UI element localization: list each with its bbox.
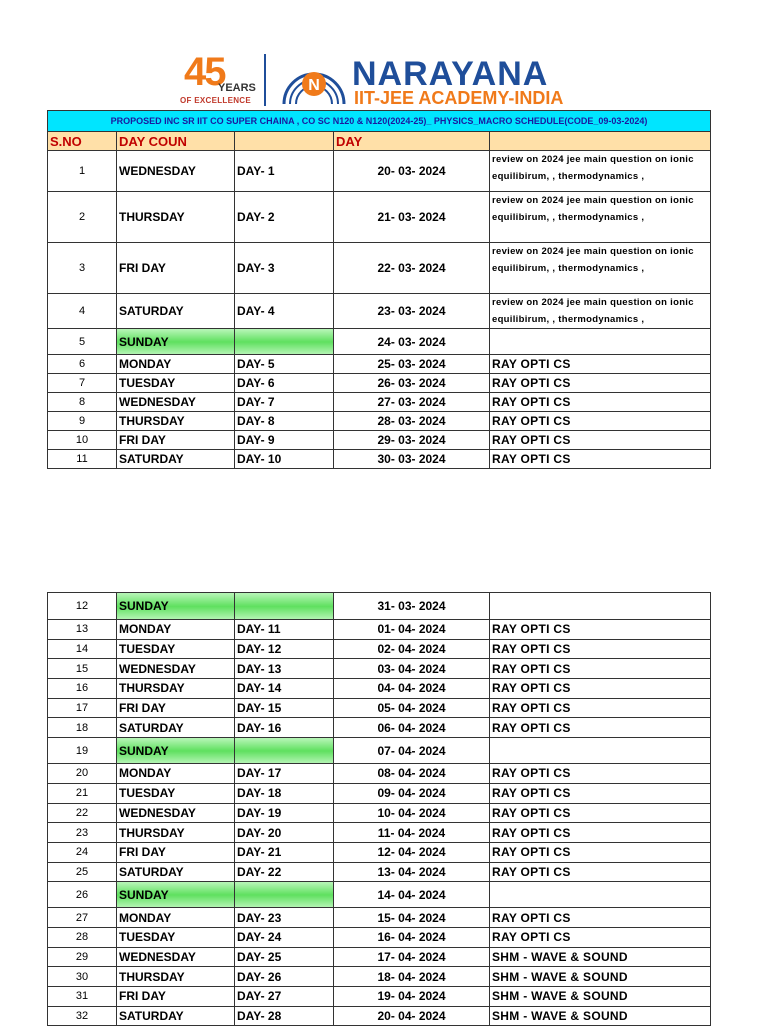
row-date: 16- 04- 2024: [334, 927, 490, 947]
row-weekday: WEDNESDAY: [117, 803, 235, 823]
row-weekday: MONDAY: [117, 908, 235, 928]
row-day-number: DAY- 2: [235, 192, 334, 243]
row-day-number: DAY- 25: [235, 947, 334, 967]
row-topic: RAY OPTI CS: [490, 823, 711, 843]
row-topic: RAY OPTI CS: [490, 412, 711, 431]
row-date: 01- 04- 2024: [334, 620, 490, 640]
row-topic: review on 2024 jee main question on ionic equilibirum, , thermodynamics ,: [490, 151, 711, 192]
row-sno: 30: [48, 967, 117, 987]
row-sno: 31: [48, 987, 117, 1007]
row-day-number: DAY- 20: [235, 823, 334, 843]
row-weekday: THURSDAY: [117, 412, 235, 431]
row-day-number: DAY- 5: [235, 355, 334, 374]
row-day-number: [235, 593, 334, 620]
row-date: 21- 03- 2024: [334, 192, 490, 243]
row-sno: 14: [48, 639, 117, 659]
row-date: 08- 04- 2024: [334, 764, 490, 784]
row-topic: RAY OPTI CS: [490, 620, 711, 640]
row-sno: 24: [48, 842, 117, 862]
row-topic: RAY OPTI CS: [490, 718, 711, 738]
row-date: 07- 04- 2024: [334, 738, 490, 764]
table-row: [48, 593, 711, 620]
row-day-number: DAY- 24: [235, 927, 334, 947]
row-date: 29- 03- 2024: [334, 431, 490, 450]
table-row: [48, 764, 711, 784]
row-date: 06- 04- 2024: [334, 718, 490, 738]
brand-subtitle: IIT-JEE ACADEMY-INDIA: [354, 88, 564, 108]
row-sno: 12: [48, 593, 117, 620]
row-sno: 15: [48, 659, 117, 679]
narayana-emblem-icon: [280, 54, 348, 106]
table-row: [48, 294, 711, 329]
row-sno: 22: [48, 803, 117, 823]
row-topic: RAY OPTI CS: [490, 431, 711, 450]
row-weekday: SATURDAY: [117, 718, 235, 738]
table-row: [48, 355, 711, 374]
row-sno: 5: [48, 329, 117, 355]
row-sno: 23: [48, 823, 117, 843]
row-topic: SHM - WAVE & SOUND: [490, 967, 711, 987]
row-day-number: DAY- 9: [235, 431, 334, 450]
row-sno: 19: [48, 738, 117, 764]
row-sno: 10: [48, 431, 117, 450]
table-row: [48, 412, 711, 431]
row-sno: 21: [48, 783, 117, 803]
row-sno: 9: [48, 412, 117, 431]
schedule-title: PROPOSED INC SR IIT CO SUPER CHAINA , CO SC N120 & N120(2024-25)_ PHYSICS_MACRO SCHEDULE(CODE_09-03-2024): [48, 111, 711, 132]
table-row: [48, 783, 711, 803]
row-weekday: FRI DAY: [117, 431, 235, 450]
row-topic: RAY OPTI CS: [490, 783, 711, 803]
row-sno: 17: [48, 698, 117, 718]
row-day-number: DAY- 1: [235, 151, 334, 192]
row-topic: RAY OPTI CS: [490, 862, 711, 882]
row-weekday: TUESDAY: [117, 639, 235, 659]
row-sno: 25: [48, 862, 117, 882]
table-row: [48, 243, 711, 294]
table-header-row: [48, 132, 711, 151]
row-sno: 26: [48, 882, 117, 908]
row-sno: 8: [48, 393, 117, 412]
row-date: 20- 04- 2024: [334, 1006, 490, 1026]
table-row: [48, 698, 711, 718]
row-weekday: TUESDAY: [117, 927, 235, 947]
row-day-number: DAY- 16: [235, 718, 334, 738]
table-row: [48, 679, 711, 699]
row-date: 09- 04- 2024: [334, 783, 490, 803]
schedule-table-1: [47, 110, 711, 469]
row-sno: 29: [48, 947, 117, 967]
table-row: [48, 450, 711, 469]
row-weekday: TUESDAY: [117, 374, 235, 393]
row-sno: 2: [48, 192, 117, 243]
row-day-number: DAY- 17: [235, 764, 334, 784]
row-date: 30- 03- 2024: [334, 450, 490, 469]
row-day-number: DAY- 27: [235, 987, 334, 1007]
row-topic: review on 2024 jee main question on ionic equilibirum, , thermodynamics ,: [490, 192, 711, 243]
table-row: [48, 192, 711, 243]
row-date: 19- 04- 2024: [334, 987, 490, 1007]
row-date: 13- 04- 2024: [334, 862, 490, 882]
row-date: 31- 03- 2024: [334, 593, 490, 620]
row-date: 05- 04- 2024: [334, 698, 490, 718]
header-topic: [490, 132, 711, 151]
row-date: 14- 04- 2024: [334, 882, 490, 908]
table-row: [48, 862, 711, 882]
row-weekday: MONDAY: [117, 620, 235, 640]
row-topic: RAY OPTI CS: [490, 393, 711, 412]
row-topic: [490, 593, 711, 620]
row-day-number: DAY- 10: [235, 450, 334, 469]
row-weekday: MONDAY: [117, 764, 235, 784]
schedule-table-2: [47, 592, 711, 1026]
row-day-number: DAY- 26: [235, 967, 334, 987]
table-row: [48, 947, 711, 967]
row-sno: 16: [48, 679, 117, 699]
table-row: [48, 151, 711, 192]
row-day-number: [235, 738, 334, 764]
row-day-number: DAY- 18: [235, 783, 334, 803]
row-topic: RAY OPTI CS: [490, 450, 711, 469]
row-day-number: [235, 329, 334, 355]
row-day-number: DAY- 8: [235, 412, 334, 431]
table-row: [48, 823, 711, 843]
table-row: [48, 842, 711, 862]
row-day-number: DAY- 15: [235, 698, 334, 718]
row-date: 24- 03- 2024: [334, 329, 490, 355]
header-day: DAY: [334, 132, 490, 151]
table-body-2: [48, 593, 711, 1026]
table-row: [48, 803, 711, 823]
row-date: 20- 03- 2024: [334, 151, 490, 192]
row-weekday: MONDAY: [117, 355, 235, 374]
row-weekday: THURSDAY: [117, 967, 235, 987]
table-row: [48, 329, 711, 355]
row-day-number: DAY- 19: [235, 803, 334, 823]
row-weekday: WEDNESDAY: [117, 151, 235, 192]
row-sno: 32: [48, 1006, 117, 1026]
row-date: 12- 04- 2024: [334, 842, 490, 862]
table-row: [48, 620, 711, 640]
row-topic: SHM - WAVE & SOUND: [490, 1006, 711, 1026]
row-weekday: TUESDAY: [117, 783, 235, 803]
row-topic: RAY OPTI CS: [490, 659, 711, 679]
row-topic: [490, 329, 711, 355]
row-day-number: DAY- 6: [235, 374, 334, 393]
header-day-count: DAY COUN: [117, 132, 235, 151]
row-weekday: SUNDAY: [117, 882, 235, 908]
row-topic: RAY OPTI CS: [490, 803, 711, 823]
row-weekday: FRI DAY: [117, 842, 235, 862]
row-topic: [490, 738, 711, 764]
row-topic: SHM - WAVE & SOUND: [490, 947, 711, 967]
years-text: YEARS: [218, 82, 256, 94]
row-day-number: DAY- 28: [235, 1006, 334, 1026]
row-date: 23- 03- 2024: [334, 294, 490, 329]
table-row: [48, 718, 711, 738]
row-date: 26- 03- 2024: [334, 374, 490, 393]
row-date: 02- 04- 2024: [334, 639, 490, 659]
row-weekday: THURSDAY: [117, 823, 235, 843]
row-weekday: SATURDAY: [117, 1006, 235, 1026]
row-topic: review on 2024 jee main question on ionic equilibirum, , thermodynamics ,: [490, 243, 711, 294]
table-row: [48, 393, 711, 412]
row-date: 25- 03- 2024: [334, 355, 490, 374]
table-row: [48, 1006, 711, 1026]
table-row: [48, 882, 711, 908]
row-day-number: DAY- 3: [235, 243, 334, 294]
row-topic: RAY OPTI CS: [490, 355, 711, 374]
row-weekday: THURSDAY: [117, 192, 235, 243]
row-topic: RAY OPTI CS: [490, 908, 711, 928]
row-topic: RAY OPTI CS: [490, 764, 711, 784]
row-weekday: WEDNESDAY: [117, 393, 235, 412]
row-sno: 1: [48, 151, 117, 192]
row-date: 04- 04- 2024: [334, 679, 490, 699]
row-day-number: DAY- 22: [235, 862, 334, 882]
row-sno: 13: [48, 620, 117, 640]
row-topic: RAY OPTI CS: [490, 679, 711, 699]
row-weekday: SATURDAY: [117, 862, 235, 882]
table-row: [48, 927, 711, 947]
table-row: [48, 659, 711, 679]
row-day-number: DAY- 4: [235, 294, 334, 329]
row-sno: 11: [48, 450, 117, 469]
row-weekday: SUNDAY: [117, 329, 235, 355]
row-topic: RAY OPTI CS: [490, 698, 711, 718]
row-weekday: SATURDAY: [117, 450, 235, 469]
row-sno: 4: [48, 294, 117, 329]
row-sno: 20: [48, 764, 117, 784]
row-topic: RAY OPTI CS: [490, 927, 711, 947]
row-date: 10- 04- 2024: [334, 803, 490, 823]
row-sno: 27: [48, 908, 117, 928]
years-number: 45: [184, 50, 225, 94]
45-years-badge: [178, 52, 258, 108]
row-day-number: DAY- 14: [235, 679, 334, 699]
row-sno: 28: [48, 927, 117, 947]
row-weekday: FRI DAY: [117, 987, 235, 1007]
logo-divider: [264, 54, 266, 106]
row-topic: RAY OPTI CS: [490, 639, 711, 659]
row-date: 28- 03- 2024: [334, 412, 490, 431]
row-sno: 7: [48, 374, 117, 393]
row-topic: [490, 882, 711, 908]
row-date: 15- 04- 2024: [334, 908, 490, 928]
row-sno: 3: [48, 243, 117, 294]
row-day-number: DAY- 23: [235, 908, 334, 928]
table-row: [48, 374, 711, 393]
brand-name: NARAYANA: [352, 55, 549, 93]
row-weekday: WEDNESDAY: [117, 947, 235, 967]
table-row: [48, 431, 711, 450]
table-row: [48, 639, 711, 659]
svg-text:N: N: [308, 77, 320, 94]
narayana-logo: [178, 52, 618, 108]
row-day-number: DAY- 12: [235, 639, 334, 659]
row-topic: SHM - WAVE & SOUND: [490, 987, 711, 1007]
header-sno: S.NO: [48, 132, 117, 151]
row-weekday: SATURDAY: [117, 294, 235, 329]
row-day-number: DAY- 7: [235, 393, 334, 412]
row-weekday: FRI DAY: [117, 698, 235, 718]
row-sno: 18: [48, 718, 117, 738]
row-day-number: DAY- 21: [235, 842, 334, 862]
row-day-number: DAY- 13: [235, 659, 334, 679]
row-date: 18- 04- 2024: [334, 967, 490, 987]
row-day-number: [235, 882, 334, 908]
row-topic: RAY OPTI CS: [490, 374, 711, 393]
row-weekday: THURSDAY: [117, 679, 235, 699]
row-date: 11- 04- 2024: [334, 823, 490, 843]
table-row: [48, 987, 711, 1007]
table-row: [48, 738, 711, 764]
row-weekday: FRI DAY: [117, 243, 235, 294]
excellence-text: OF EXCELLENCE: [180, 96, 252, 105]
table-row: [48, 908, 711, 928]
row-date: 03- 04- 2024: [334, 659, 490, 679]
header-blank: [235, 132, 334, 151]
row-sno: 6: [48, 355, 117, 374]
row-day-number: DAY- 11: [235, 620, 334, 640]
row-topic: RAY OPTI CS: [490, 842, 711, 862]
row-weekday: WEDNESDAY: [117, 659, 235, 679]
table-body-1: [48, 151, 711, 469]
row-weekday: SUNDAY: [117, 593, 235, 620]
table-title-row: [48, 111, 711, 132]
row-weekday: SUNDAY: [117, 738, 235, 764]
row-topic: review on 2024 jee main question on ionic equilibirum, , thermodynamics ,: [490, 294, 711, 329]
row-date: 27- 03- 2024: [334, 393, 490, 412]
row-date: 17- 04- 2024: [334, 947, 490, 967]
row-date: 22- 03- 2024: [334, 243, 490, 294]
table-row: [48, 967, 711, 987]
